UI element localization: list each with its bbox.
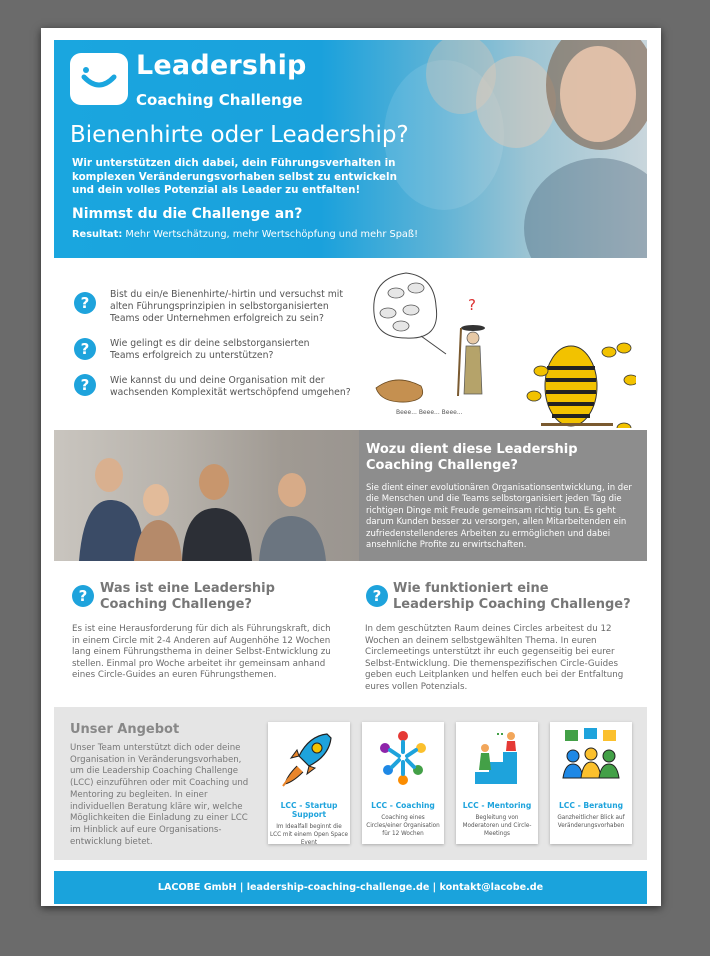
offer-text: Unser Team unterstützt dich oder deine Organisation in Veränderungsvorhaben, um die Leadership Coaching Challenge (LCC) einzuführen oder mit Coaching und Mentoring zu begleiten. In einer individuellen Beratung kläre wir, welche Möglichkeiten die Einladung zu einer LCC im Hinblick auf eure Organisations-entwicklung bietet. (70, 743, 249, 847)
question-icon: ? (72, 585, 94, 607)
purpose-text: Sie dient einer evolutionären Organisationsentwicklung, in der die Menschen und die Teams selbstorganisiert jeden Tag die richtigen Dinge mit Freude gemeinsam richtig tun. Es geht darum Kunden besser zu versorgen, allen Mitarbeitenden ein zufriedenstellenderes Arbeiten zu ermöglichen und dabei ansehnliche Profite zu erwirtschaften. (366, 483, 632, 551)
hero-subheadline: Nimmst du die Challenge an? (72, 206, 303, 222)
offer-card-mentoring (456, 722, 538, 844)
question-icon: ? (74, 292, 96, 314)
footer-contact[interactable]: LACOBE GmbH | leadership-coaching-challenge.de | kontakt@lacobe.de (54, 871, 647, 904)
how-text: In dem geschützten Raum deines Circles arbeitest du 12 Wochen an deinem selbstgewählten Thema. In euren Circlemeetings unterstützt ihr euch gegenseitig bei eurer Selbst-Entwicklung. Die themenspezifischen Circle-Guides geben euch Leitplanken und helfen euch bei der Entfaltung eures vollen Potenzials. (365, 624, 624, 692)
card-title: LCC - Startup Support (280, 801, 338, 819)
card-title: LCC - Coaching (371, 801, 435, 810)
card-desc: Begleitung von Moderatoren und Circle-Meetings (462, 815, 532, 837)
question-3: Wie kannst du und deine Organisation mit der wachsenden Komplexität wertschöpfend umgehen? (110, 375, 351, 399)
offer-title: Unser Angebot (70, 722, 180, 737)
offer-card-coaching (362, 722, 444, 844)
svg-text:?: ? (468, 296, 476, 314)
question-icon: ? (366, 585, 388, 607)
result-label: Resultat: (72, 229, 123, 240)
hero-banner (54, 40, 647, 258)
flyer-page (41, 28, 661, 906)
offer-card-consulting (550, 722, 632, 844)
hero-result (72, 229, 418, 240)
result-text: Mehr Wertschätzung, mehr Wertschöpfung und mehr Spaß! (125, 229, 419, 240)
question-icon: ? (74, 338, 96, 360)
offer-card-startup (268, 722, 350, 844)
question-icon: ? (74, 374, 96, 396)
team-circle-icon (373, 726, 433, 792)
consulting-people-icon (561, 726, 621, 792)
logo-mark (70, 53, 128, 105)
how-title: Wie funktioniert eine Leadership Coaching Challenge? (393, 581, 631, 612)
card-desc: Coaching eines Circles/einer Organisation für 12 Wochen (366, 815, 440, 837)
what-text: Es ist eine Herausforderung für dich als Führungskraft, dich in einem Circle mit 2-4 Anderen auf Augenhöhe 12 Wochen lang einem Führungsthema in deiner Selbst-Entwicklung zu stellen. Einmal pro Woche arbeitet ihr gemeinsam anhand eines Circle-Guides an euren Führungsthemen. (72, 624, 331, 681)
card-title: LCC - Beratung (558, 801, 624, 810)
bee-sound: Beee... Beee... Beee... (396, 409, 463, 416)
rocket-icon (279, 726, 339, 792)
card-desc: Ganzheitlicher Blick auf Veränderungsvorhaben (557, 815, 625, 829)
logo-subtitle: Coaching Challenge (136, 91, 303, 109)
team-photo (54, 430, 359, 561)
mentoring-stairs-icon (467, 726, 527, 792)
logo-title: Leadership (136, 50, 307, 81)
question-1: Bist du ein/e Bienenhirte/-hirtin und versuchst mit alten Führungsprinzipien in selbstorganisierten Teams oder Unternehmen erfolgreich zu sein? (110, 289, 344, 325)
offer-section (54, 707, 647, 860)
purpose-band (54, 430, 647, 561)
hero-intro: Wir unterstützen dich dabei, dein Führungsverhalten in komplexen Veränderungsvorhaben selbst zu entwickeln und dein volles Potenzial als Leader zu entfalten! (72, 157, 397, 197)
bee-shepherd-illustration (366, 268, 636, 428)
card-desc: Im Idealfall beginnt die LCC mit einem Open Space Event (270, 824, 348, 846)
card-title: LCC - Mentoring (462, 801, 532, 810)
question-2: Wie gelingt es dir deine selbstorgansierten Teams erfolgreich zu unterstützen? (110, 338, 310, 362)
purpose-title: Wozu dient diese Leadership Coaching Challenge? (366, 442, 578, 473)
what-title: Was ist eine Leadership Coaching Challenge? (100, 581, 275, 612)
hero-headline: Bienenhirte oder Leadership? (70, 122, 409, 148)
